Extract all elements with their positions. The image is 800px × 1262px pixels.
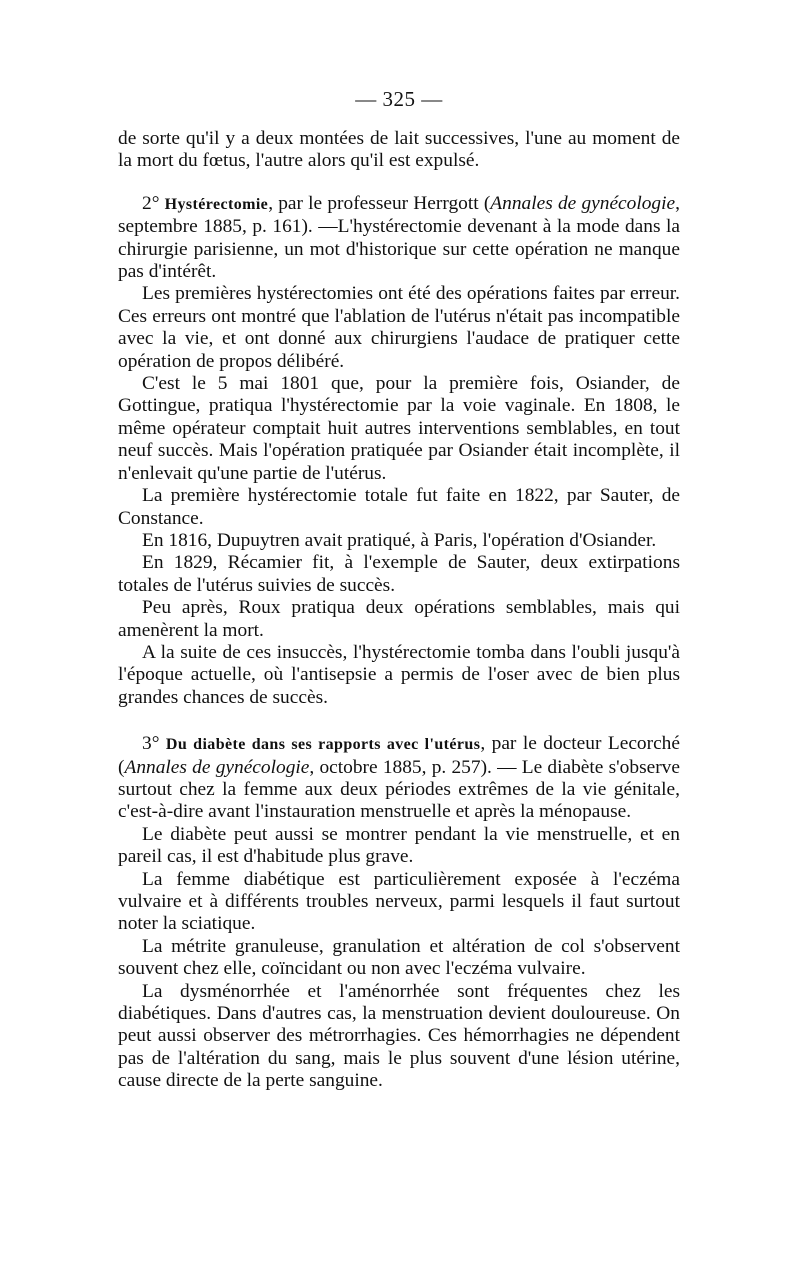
section-2-paragraph: A la suite de ces insuccès, l'hystérectomie tomba dans l'oubli jusqu'à l'époque actuelle, où l'antisepsie a permis de l'oser avec de bien plus grandes chances de succès.	[118, 641, 680, 708]
section-2-paragraph: En 1816, Dupuytren avait pratiqué, à Paris, l'opération d'Osiander.	[142, 529, 657, 551]
document-page	[118, 84, 680, 1093]
opening-paragraph: de sorte qu'il y a deux montées de lait successives, l'une au moment de la mort du fœtus, l'autre alors qu'il est expulsé.	[118, 128, 680, 172]
section-2-paragraph: Peu après, Roux pratiqua deux opérations semblables, mais qui amenèrent la mort.	[118, 597, 680, 641]
section-2-paragraph: C'est le 5 mai 1801 que, pour la première fois, Osiander, de Gottingue, pratiqua l'hystérectomie par la voie vaginale. En 1808, le même opérateur comptait huit autres interventions semblables, en tout neuf succès. Mais l'opération pratiquée par Osiander était incomplète, il n'enlevait qu'une partie de l'utérus.	[118, 373, 680, 484]
section-2-journal: Annales de gynécologie	[490, 192, 676, 214]
section-2-paragraph: En 1829, Récamier fit, à l'exemple de Sauter, deux extirpations totales de l'utérus suivies de succès.	[118, 552, 680, 596]
section-2-intro-before-journal: , par le professeur Herrgott (	[268, 192, 491, 214]
section-3-intro	[118, 733, 680, 824]
section-2-intro-after-journal: , septembre 1885, p. 161). —L'hystérectomie devenant à la mode dans la chirurgie parisienne, un mot d'historique sur cette opération ne manque pas d'intérêt.	[118, 192, 680, 283]
section-2-paragraph: Les premières hystérectomies ont été des opérations faites par erreur. Ces erreurs ont montré que l'ablation de l'utérus n'était pas incompatible avec la vie, et ont donné aux chirurgiens l'audace de pratiquer cette opération de propos délibéré.	[118, 283, 680, 372]
section-3-paragraph: La femme diabétique est particulièrement exposée à l'eczéma vulvaire et à différents troubles nerveux, parmi lesquels il faut surtout noter la sciatique.	[118, 868, 680, 935]
section-3-intro-before-journal: , par le docteur Lecorché (	[118, 733, 680, 778]
section-3-number: 3°	[142, 733, 160, 755]
section-2-heading: Hystérectomie	[164, 195, 269, 213]
section-3-paragraph: La métrite granuleuse, granulation et altération de col s'observent souvent chez elle, coïncidant ou non avec l'eczéma vulvaire.	[118, 935, 680, 980]
section-3-heading: Du diabète dans ses rapports avec l'utérus	[165, 736, 481, 754]
section-3-journal: Annales de gynécologie	[124, 756, 310, 778]
section-3-paragraph: La dysménorrhée et l'aménorrhée sont fréquentes chez les diabétiques. Dans d'autres cas, la menstruation devient douloureuse. On peut aussi observer des métrorrhagies. Ces hémorrhagies ne dépendent pas de l'altération du sang, mais le plus souvent d'une lésion utérine, cause directe de la perte sanguine.	[118, 980, 680, 1092]
section-3-paragraph: Le diabète peut aussi se montrer pendant la vie menstruelle, et en pareil cas, il est d'habitude plus grave.	[118, 823, 680, 868]
section-3-intro-after-journal: , octobre 1885, p. 257). — Le diabète s'observe surtout chez la femme aux deux périodes extrêmes de la vie génitale, c'est-à-dire avant l'instauration menstruelle et après la ménopause.	[118, 756, 680, 823]
page-number: — 325 —	[355, 87, 443, 111]
section-2-intro	[118, 193, 680, 284]
section-2-paragraph: La première hystérectomie totale fut faite en 1822, par Sauter, de Constance.	[118, 485, 680, 529]
section-2-number: 2°	[142, 192, 160, 214]
